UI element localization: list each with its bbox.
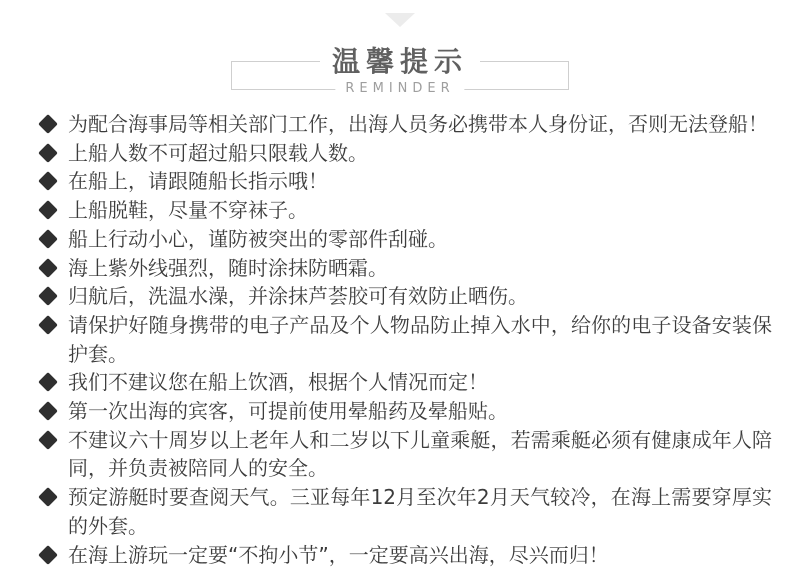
list-item: [38, 397, 772, 426]
page-subtitle: REMINDER: [335, 80, 464, 97]
list-item: [38, 139, 772, 168]
diamond-bullet-icon: [38, 487, 58, 507]
list-item-text: 上船人数不可超过船只限载人数。: [68, 140, 368, 165]
diamond-bullet-icon: [38, 172, 58, 192]
diamond-bullet-icon: [38, 114, 58, 134]
diamond-bullet-icon: [38, 229, 58, 249]
list-item-text: 船上行动小心，谨防被突出的零部件刮碰。: [68, 226, 448, 251]
list-item-text: 在海上游玩一定要“不拘小节”，一定要高兴出海，尽兴而归！: [68, 542, 609, 567]
list-item: [38, 225, 772, 254]
list-item-text: 请保护好随身携带的电子产品及个人物品防止掉入水中，给你的电子设备安装保护套。: [68, 312, 772, 366]
list-item: [38, 254, 772, 283]
list-item-text: 海上紫外线强烈，随时涂抹防晒霜。: [68, 255, 388, 280]
list-item-text: 上船脱鞋，尽量不穿袜子。: [68, 198, 308, 223]
diamond-bullet-icon: [38, 286, 58, 306]
triangle-down-icon: [385, 13, 415, 27]
list-item: [38, 541, 772, 570]
diamond-bullet-icon: [38, 258, 58, 278]
list-item-text: 预定游艇时要查阅天气。三亚每年12月至次年2月天气较冷，在海上需要穿厚实的外套。: [68, 485, 772, 538]
list-item-text: 归航后，洗温水澡，并涂抹芦荟胶可有效防止晒伤。: [68, 284, 528, 309]
diamond-bullet-icon: [38, 372, 58, 392]
list-item: [38, 426, 772, 483]
list-item-text: 不建议六十周岁以上老年人和二岁以下儿童乘艇，若需乘艇必须有健康成年人陪同，并负责被陪同人的安全。: [68, 427, 772, 481]
list-item-text: 我们不建议您在船上饮酒，根据个人情况而定！: [68, 370, 488, 395]
diamond-bullet-icon: [38, 430, 58, 450]
diamond-bullet-icon: [38, 401, 58, 421]
page-title: 温馨提示: [320, 45, 480, 79]
diamond-bullet-icon: [38, 315, 58, 335]
list-item: [38, 167, 772, 196]
diamond-bullet-icon: [38, 143, 58, 163]
diamond-bullet-icon: [38, 200, 58, 220]
list-item-text: 为配合海事局等相关部门工作，出海人员务必携带本人身份证，否则无法登船！: [68, 112, 768, 136]
list-item-text: 在船上，请跟随船长指示哦！: [68, 169, 328, 194]
list-item: [38, 282, 772, 311]
list-item-text: 第一次出海的宾客，可提前使用晕船药及晕船贴。: [68, 399, 508, 424]
tips-list: [38, 110, 772, 569]
list-item: [38, 368, 772, 397]
list-item: [38, 311, 772, 368]
diamond-bullet-icon: [38, 545, 58, 565]
list-item: [38, 196, 772, 225]
header-frame: [231, 45, 569, 96]
list-item: [38, 483, 772, 540]
list-item: [38, 110, 772, 139]
